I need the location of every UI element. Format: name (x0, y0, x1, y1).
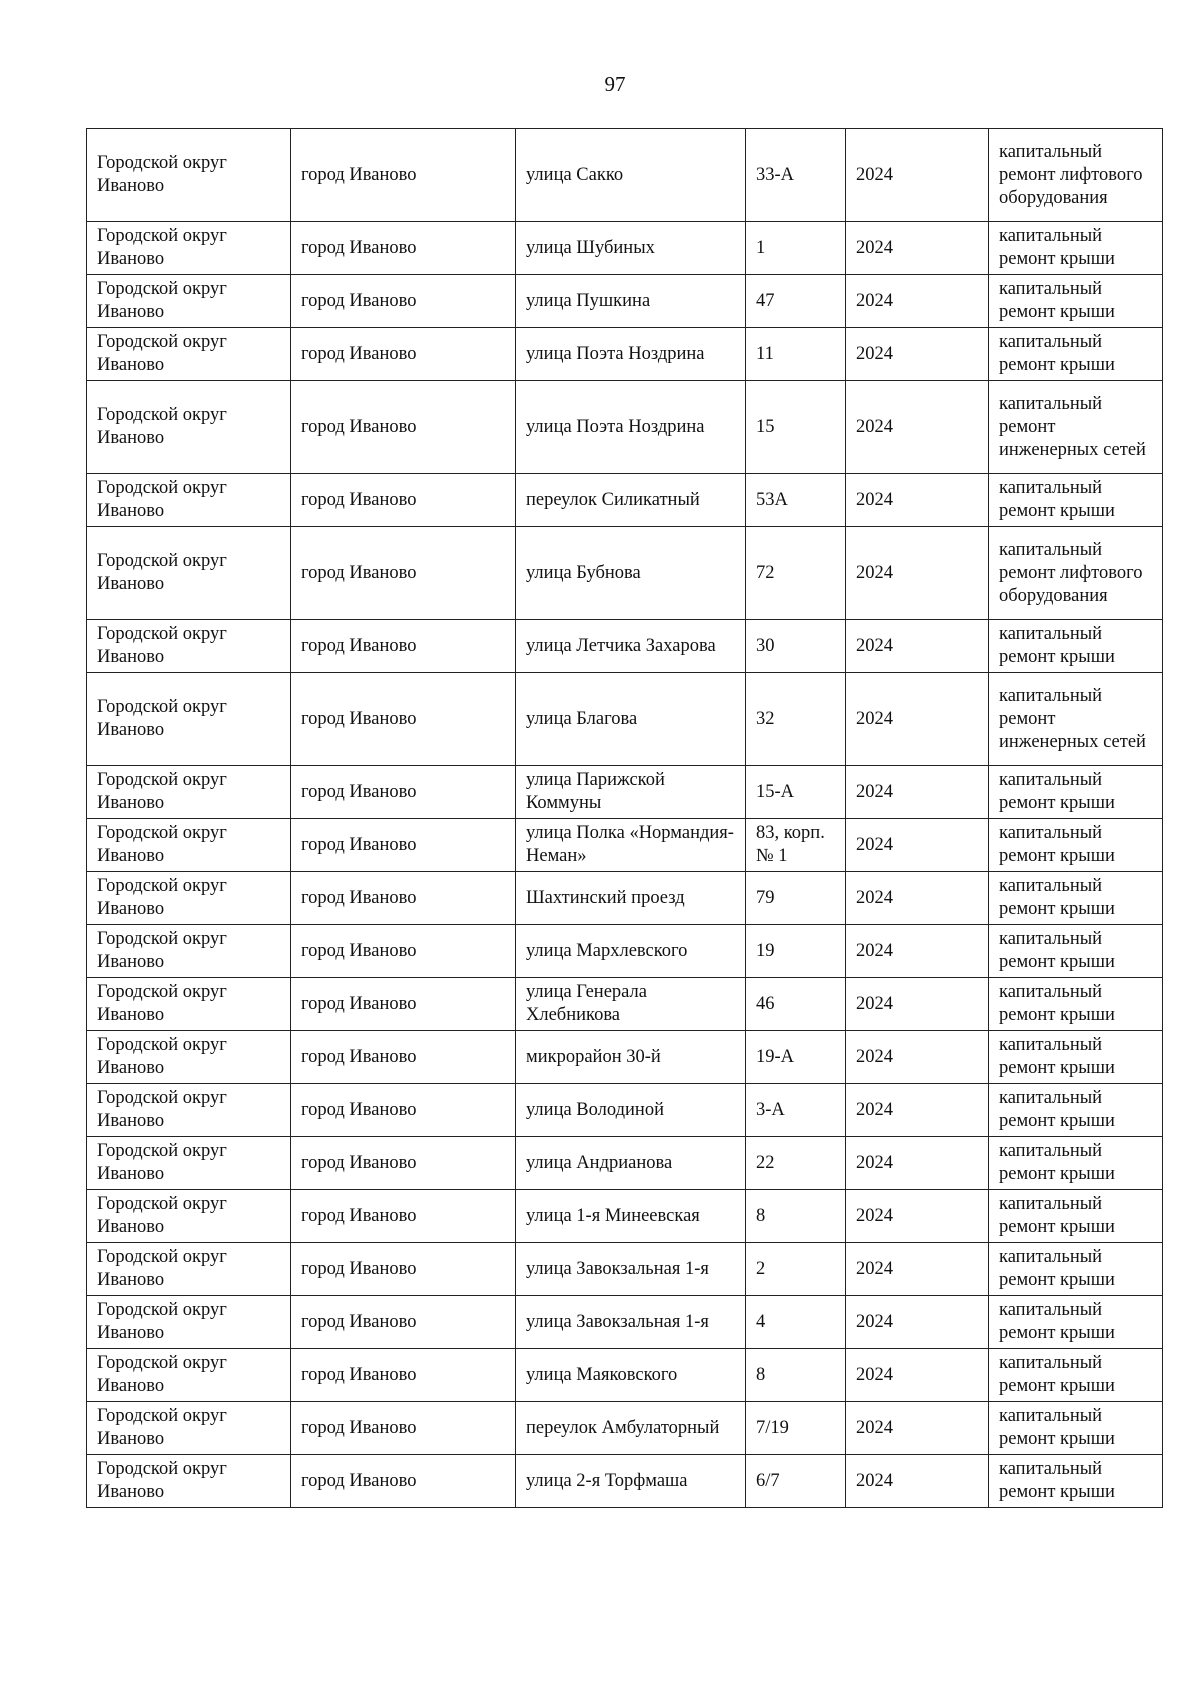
municipality-cell: Городской округ Иваново (87, 1190, 291, 1243)
year-cell: 2024 (846, 474, 989, 527)
settlement-cell: город Иваново (291, 381, 516, 474)
street-cell: улица 2-я Торфмаша (516, 1455, 746, 1508)
municipality-cell: Городской округ Иваново (87, 222, 291, 275)
settlement-cell: город Иваново (291, 527, 516, 620)
year-cell: 2024 (846, 1402, 989, 1455)
table-row (87, 1190, 1163, 1243)
house-number-cell: 32 (746, 673, 846, 766)
house-number-cell: 72 (746, 527, 846, 620)
house-number-cell: 53А (746, 474, 846, 527)
work-type-cell: капитальный ремонт крыши (989, 474, 1163, 527)
municipality-cell: Городской округ Иваново (87, 766, 291, 819)
settlement-cell: город Иваново (291, 1137, 516, 1190)
settlement-cell: город Иваново (291, 620, 516, 673)
table-row (87, 766, 1163, 819)
settlement-cell: город Иваново (291, 978, 516, 1031)
house-number-cell: 22 (746, 1137, 846, 1190)
street-cell: улица Летчика Захарова (516, 620, 746, 673)
settlement-cell: город Иваново (291, 1084, 516, 1137)
year-cell: 2024 (846, 1243, 989, 1296)
street-cell: улица Сакко (516, 129, 746, 222)
table-row (87, 381, 1163, 474)
municipality-cell: Городской округ Иваново (87, 925, 291, 978)
settlement-cell: город Иваново (291, 1349, 516, 1402)
work-type-cell: капитальный ремонт крыши (989, 222, 1163, 275)
street-cell: улица Шубиных (516, 222, 746, 275)
settlement-cell: город Иваново (291, 129, 516, 222)
year-cell: 2024 (846, 129, 989, 222)
year-cell: 2024 (846, 819, 989, 872)
work-type-cell: капитальный ремонт крыши (989, 328, 1163, 381)
house-number-cell: 30 (746, 620, 846, 673)
street-cell: улица Завокзальная 1-я (516, 1296, 746, 1349)
table-row (87, 1243, 1163, 1296)
house-number-cell: 83, корп. № 1 (746, 819, 846, 872)
street-cell: улица Андрианова (516, 1137, 746, 1190)
table-row (87, 925, 1163, 978)
house-number-cell: 15-А (746, 766, 846, 819)
table-row (87, 474, 1163, 527)
page-number: 97 (604, 72, 626, 96)
settlement-cell: город Иваново (291, 222, 516, 275)
house-number-cell: 8 (746, 1349, 846, 1402)
municipality-cell: Городской округ Иваново (87, 381, 291, 474)
work-type-cell: капитальный ремонт крыши (989, 1349, 1163, 1402)
settlement-cell: город Иваново (291, 819, 516, 872)
year-cell: 2024 (846, 1455, 989, 1508)
street-cell: улица Володиной (516, 1084, 746, 1137)
settlement-cell: город Иваново (291, 1243, 516, 1296)
table-row (87, 1031, 1163, 1084)
municipality-cell: Городской округ Иваново (87, 1402, 291, 1455)
street-cell: улица Поэта Ноздрина (516, 328, 746, 381)
house-number-cell: 2 (746, 1243, 846, 1296)
table-row (87, 1137, 1163, 1190)
table-row (87, 1296, 1163, 1349)
work-type-cell: капитальный ремонт крыши (989, 1455, 1163, 1508)
table-row (87, 1455, 1163, 1508)
settlement-cell: город Иваново (291, 328, 516, 381)
municipality-cell: Городской округ Иваново (87, 1296, 291, 1349)
work-type-cell: капитальный ремонт инженерных сетей (989, 673, 1163, 766)
municipality-cell: Городской округ Иваново (87, 328, 291, 381)
settlement-cell: город Иваново (291, 673, 516, 766)
year-cell: 2024 (846, 872, 989, 925)
table-row (87, 620, 1163, 673)
housing-repair-table (86, 128, 1163, 1508)
year-cell: 2024 (846, 673, 989, 766)
house-number-cell: 46 (746, 978, 846, 1031)
municipality-cell: Городской округ Иваново (87, 129, 291, 222)
table-row (87, 978, 1163, 1031)
municipality-cell: Городской округ Иваново (87, 474, 291, 527)
table-body (87, 129, 1163, 1508)
settlement-cell: город Иваново (291, 1402, 516, 1455)
street-cell: улица Поэта Ноздрина (516, 381, 746, 474)
table-row (87, 872, 1163, 925)
table-row (87, 1402, 1163, 1455)
work-type-cell: капитальный ремонт крыши (989, 1190, 1163, 1243)
house-number-cell: 7/19 (746, 1402, 846, 1455)
work-type-cell: капитальный ремонт крыши (989, 766, 1163, 819)
work-type-cell: капитальный ремонт лифтового оборудования (989, 129, 1163, 222)
street-cell: улица Полка «Нормандия-Неман» (516, 819, 746, 872)
table-row (87, 328, 1163, 381)
year-cell: 2024 (846, 978, 989, 1031)
street-cell: Шахтинский проезд (516, 872, 746, 925)
settlement-cell: город Иваново (291, 474, 516, 527)
year-cell: 2024 (846, 328, 989, 381)
work-type-cell: капитальный ремонт лифтового оборудования (989, 527, 1163, 620)
municipality-cell: Городской округ Иваново (87, 1031, 291, 1084)
year-cell: 2024 (846, 275, 989, 328)
year-cell: 2024 (846, 1031, 989, 1084)
street-cell: улица Бубнова (516, 527, 746, 620)
house-number-cell: 47 (746, 275, 846, 328)
year-cell: 2024 (846, 222, 989, 275)
table-row (87, 275, 1163, 328)
house-number-cell: 11 (746, 328, 846, 381)
work-type-cell: капитальный ремонт крыши (989, 978, 1163, 1031)
municipality-cell: Городской округ Иваново (87, 620, 291, 673)
table-row (87, 1084, 1163, 1137)
work-type-cell: капитальный ремонт крыши (989, 620, 1163, 673)
work-type-cell: капитальный ремонт крыши (989, 872, 1163, 925)
table-row (87, 1349, 1163, 1402)
settlement-cell: город Иваново (291, 1455, 516, 1508)
table-row (87, 129, 1163, 222)
table-row (87, 222, 1163, 275)
municipality-cell: Городской округ Иваново (87, 1349, 291, 1402)
work-type-cell: капитальный ремонт крыши (989, 1402, 1163, 1455)
house-number-cell: 19-А (746, 1031, 846, 1084)
street-cell: переулок Силикатный (516, 474, 746, 527)
house-number-cell: 8 (746, 1190, 846, 1243)
house-number-cell: 1 (746, 222, 846, 275)
year-cell: 2024 (846, 1349, 989, 1402)
settlement-cell: город Иваново (291, 275, 516, 328)
settlement-cell: город Иваново (291, 1296, 516, 1349)
work-type-cell: капитальный ремонт крыши (989, 1084, 1163, 1137)
year-cell: 2024 (846, 1190, 989, 1243)
work-type-cell: капитальный ремонт инженерных сетей (989, 381, 1163, 474)
street-cell: улица Благова (516, 673, 746, 766)
work-type-cell: капитальный ремонт крыши (989, 1137, 1163, 1190)
municipality-cell: Городской округ Иваново (87, 1084, 291, 1137)
house-number-cell: 3-А (746, 1084, 846, 1137)
year-cell: 2024 (846, 1084, 989, 1137)
municipality-cell: Городской округ Иваново (87, 673, 291, 766)
work-type-cell: капитальный ремонт крыши (989, 1243, 1163, 1296)
street-cell: микрорайон 30-й (516, 1031, 746, 1084)
work-type-cell: капитальный ремонт крыши (989, 1296, 1163, 1349)
street-cell: улица Завокзальная 1-я (516, 1243, 746, 1296)
settlement-cell: город Иваново (291, 766, 516, 819)
work-type-cell: капитальный ремонт крыши (989, 925, 1163, 978)
street-cell: улица Пушкина (516, 275, 746, 328)
street-cell: улица Генерала Хлебникова (516, 978, 746, 1031)
municipality-cell: Городской округ Иваново (87, 819, 291, 872)
year-cell: 2024 (846, 1137, 989, 1190)
street-cell: улица 1-я Минеевская (516, 1190, 746, 1243)
municipality-cell: Городской округ Иваново (87, 275, 291, 328)
settlement-cell: город Иваново (291, 925, 516, 978)
street-cell: улица Парижской Коммуны (516, 766, 746, 819)
year-cell: 2024 (846, 620, 989, 673)
municipality-cell: Городской округ Иваново (87, 872, 291, 925)
year-cell: 2024 (846, 527, 989, 620)
settlement-cell: город Иваново (291, 1190, 516, 1243)
street-cell: переулок Амбулаторный (516, 1402, 746, 1455)
street-cell: улица Мархлевского (516, 925, 746, 978)
municipality-cell: Городской округ Иваново (87, 1137, 291, 1190)
settlement-cell: город Иваново (291, 1031, 516, 1084)
house-number-cell: 4 (746, 1296, 846, 1349)
house-number-cell: 15 (746, 381, 846, 474)
street-cell: улица Маяковского (516, 1349, 746, 1402)
work-type-cell: капитальный ремонт крыши (989, 819, 1163, 872)
table-row (87, 819, 1163, 872)
municipality-cell: Городской округ Иваново (87, 978, 291, 1031)
work-type-cell: капитальный ремонт крыши (989, 275, 1163, 328)
year-cell: 2024 (846, 381, 989, 474)
house-number-cell: 79 (746, 872, 846, 925)
house-number-cell: 19 (746, 925, 846, 978)
municipality-cell: Городской округ Иваново (87, 1455, 291, 1508)
work-type-cell: капитальный ремонт крыши (989, 1031, 1163, 1084)
house-number-cell: 6/7 (746, 1455, 846, 1508)
year-cell: 2024 (846, 1296, 989, 1349)
house-number-cell: 33-А (746, 129, 846, 222)
settlement-cell: город Иваново (291, 872, 516, 925)
year-cell: 2024 (846, 766, 989, 819)
municipality-cell: Городской округ Иваново (87, 1243, 291, 1296)
municipality-cell: Городской округ Иваново (87, 527, 291, 620)
year-cell: 2024 (846, 925, 989, 978)
table-row (87, 673, 1163, 766)
table-row (87, 527, 1163, 620)
